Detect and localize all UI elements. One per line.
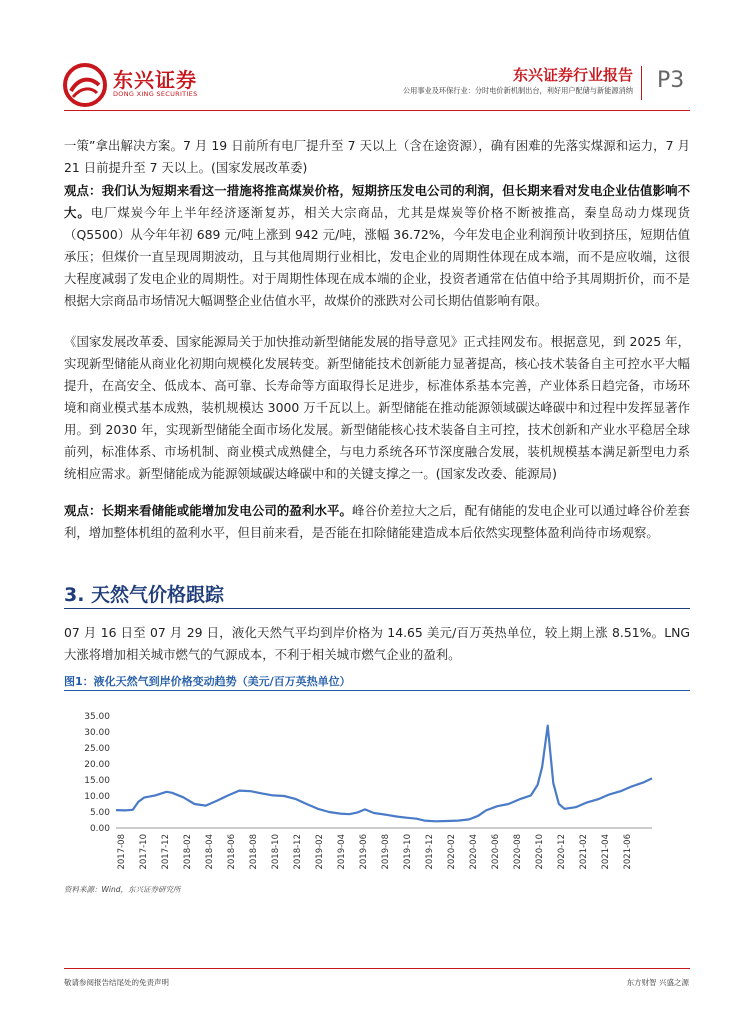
logo-icon — [63, 63, 107, 107]
x-tick-label: 2021-06 — [623, 834, 633, 870]
x-tick-label: 2019-04 — [337, 834, 347, 870]
x-tick-label: 2019-08 — [381, 834, 391, 870]
x-tick-label: 2019-06 — [359, 834, 369, 870]
x-tick-label: 2017-10 — [139, 834, 149, 870]
x-tick-label: 2018-02 — [183, 834, 193, 870]
y-tick-label: 35.00 — [84, 712, 110, 722]
x-tick-label: 2020-06 — [491, 834, 501, 870]
y-tick-label: 10.00 — [84, 792, 110, 802]
series-line — [116, 726, 652, 822]
footer-disclaimer: 敬请参阅报告结尾处的免责声明 — [64, 978, 169, 987]
y-tick-label: 20.00 — [84, 760, 110, 770]
x-tick-label: 2019-10 — [403, 834, 413, 870]
y-tick-label: 0.00 — [89, 824, 110, 834]
logo-subtext: DONG XING SECURITIES — [113, 90, 198, 98]
figure-caption-rule — [64, 690, 690, 691]
paragraph-3: 《国家发展改革委、国家能源局关于加快推动新型储能发展的指导意见》正式挂网发布。根据意见，到 2025 年，实现新型储能从商业化初期向规模化发展转变。新型储能技术创新能力显著提高，核心技术装备自主可控水平大幅提升，在高安全、低成本、高可靠、长寿命等方面取得长足进步，标准体系基本完善，产业体系日趋完备，市场环境和商业模式基本成熟，装机规模达 3000 万千瓦以上。新型储能在推动能源领域碳达峰碳中和过程中发挥显著作用。到 2030 年，实现新型储能全面市场化发展。新型储能核心技术装备自主可控，技术创新和产业水平稳居全球前列，标准体系、市场机制、商业模式成熟健全，与电力系统各环节深度融合发展，装机规模基本满足新型电力系统相应需求。新型储能成为能源领域碳达峰碳中和的关键支撑之一。(国家发改委、能源局) — [64, 334, 690, 481]
x-tick-label: 2018-12 — [293, 834, 303, 870]
paragraph-5: 07 月 16 日至 07 月 29 日，液化天然气平均到岸价格为 14.65 美元/百万英热单位，较上期上涨 8.51%。LNG 大涨将增加相关城市燃气的气源成本，不利于相关城市燃气企业的盈利。 — [64, 625, 690, 662]
x-tick-label: 2020-08 — [513, 834, 523, 870]
footer-rule — [64, 968, 690, 969]
x-tick-label: 2018-04 — [205, 834, 215, 870]
x-tick-label: 2018-06 — [227, 834, 237, 870]
section-rule — [64, 608, 690, 609]
figure-source: 资料来源：Wind，东兴证券研究所 — [64, 885, 181, 894]
x-tick-label: 2018-08 — [249, 834, 259, 870]
paragraph-4-body: 峰谷价差拉大之后，配有储能的发电企业可以通过峰谷价差套利，增加整体机组的盈利水平，但目前来看，是否能在扣除储能建造成本后依然实现整体盈利尚待市场观察。 — [64, 503, 691, 540]
y-tick-label: 15.00 — [84, 776, 110, 786]
section-title: 3. 天然气价格跟踪 — [64, 584, 225, 606]
header-divider — [641, 66, 642, 100]
paragraph-2 — [64, 180, 690, 312]
x-tick-label: 2019-12 — [425, 834, 435, 870]
x-tick-label: 2021-04 — [601, 834, 611, 870]
paragraph-2-body: 电厂煤炭今年上半年经济逐渐复苏，相关大宗商品，尤其是煤炭等价格不断被推高，秦皇岛动力煤现货（Q5500）从今年年初 689 元/吨上涨到 942 元/吨，涨幅 36.72%，今年发电企业利润预计收到挤压，短期估值承压；但煤价一直呈现周期波动，且与其他周期行业相比，发电企业的周期性体现在成本端，而不是应收端，这很大程度减弱了发电企业的周期性。对于周期性体现在成本端的企业，投资者通常在估值中给予其周期折价，而不是根据大宗商品市场情况大幅调整企业估值水平，故煤价的涨跌对公司长期估值影响有限。 — [64, 205, 691, 308]
x-tick-label: 2021-02 — [579, 834, 589, 870]
header-rule — [64, 110, 690, 111]
footer-slogan: 东方财智 兴盛之源 — [626, 978, 689, 987]
y-tick-label: 25.00 — [84, 744, 110, 754]
x-tick-label: 2020-04 — [469, 834, 479, 870]
paragraph-4-viewpoint: 观点：长期来看储能或能增加发电公司的盈利水平。 — [64, 503, 353, 518]
report-subtitle: 公用事业及环保行业：分时电价新机制出台，利好用户配储与新能源消纳 — [402, 86, 633, 95]
paragraph-4 — [64, 500, 690, 544]
x-tick-label: 2020-12 — [557, 834, 567, 870]
y-tick-label: 5.00 — [89, 808, 110, 818]
x-tick-label: 2020-02 — [447, 834, 457, 870]
report-title: 东兴证券行业报告 — [512, 66, 633, 84]
page-number: P3 — [657, 68, 685, 93]
figure-caption: 图1：液化天然气到岸价格变动趋势（美元/百万英热单位） — [64, 675, 351, 688]
x-tick-label: 2019-02 — [315, 834, 325, 870]
x-tick-label: 2017-08 — [117, 834, 127, 870]
y-tick-label: 30.00 — [84, 728, 110, 738]
x-tick-label: 2017-12 — [161, 834, 171, 870]
paragraph-2-viewpoint: 观点：我们认为短期来看这一措施将推高煤炭价格，短期挤压发电公司的利润，但长期来看对发电企业估值影响不大。 — [64, 183, 690, 220]
logo-text: 东兴证券 — [113, 68, 197, 92]
x-tick-label: 2018-10 — [271, 834, 281, 870]
paragraph-1: 一策”拿出解决方案。7 月 19 日前所有电厂提升至 7 天以上（含在途资源），确有困难的先落实煤源和运力，7 月 21 日前提升至 7 天以上。(国家发展改革委) — [64, 138, 690, 175]
x-tick-label: 2020-10 — [535, 834, 545, 870]
lng-price-chart — [64, 700, 664, 870]
